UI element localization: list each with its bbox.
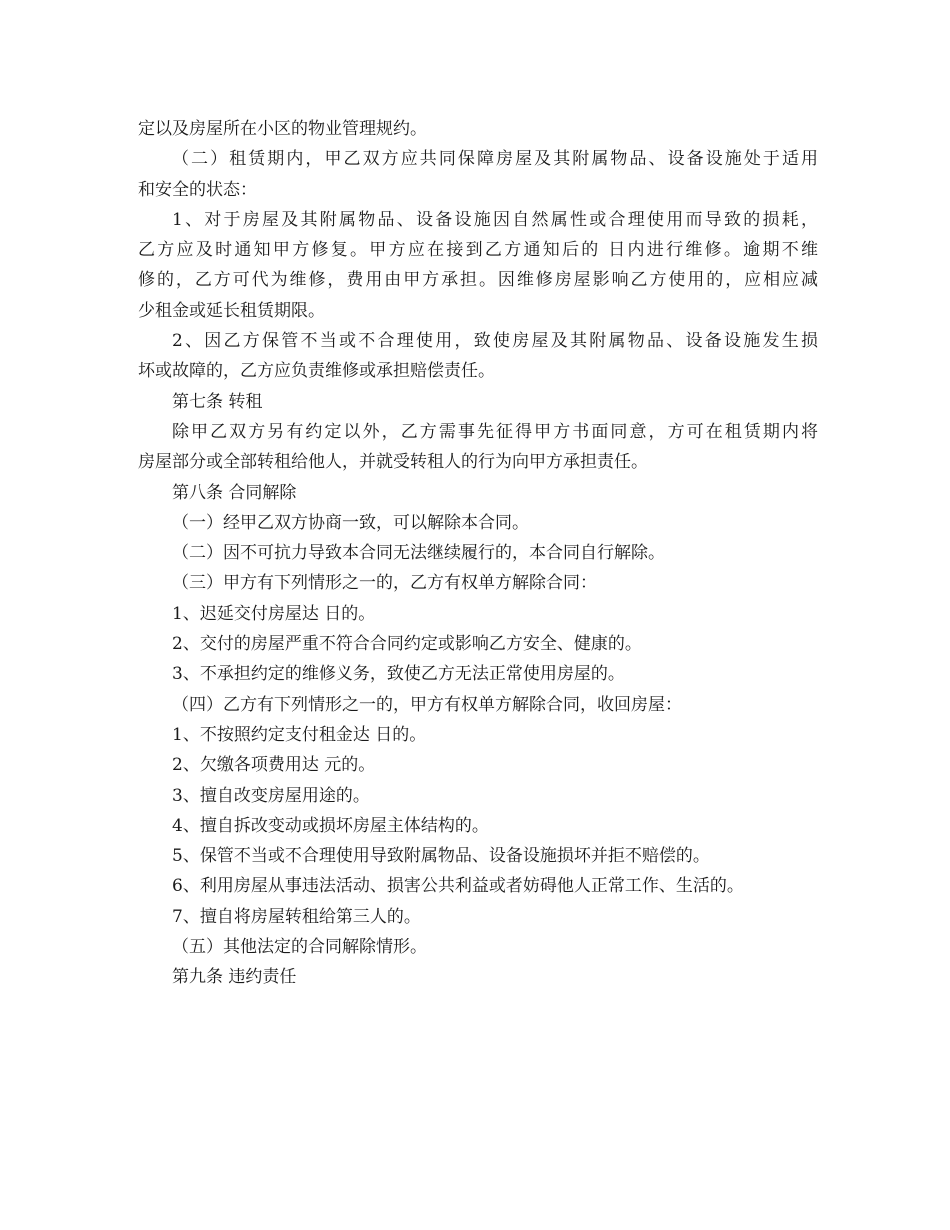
document-line: （五）其他法定的合同解除情形。 xyxy=(172,937,427,958)
document-line: 第七条 转租 xyxy=(172,391,263,412)
document-line: 2、欠缴各项费用达 元的。 xyxy=(172,755,376,776)
document-line: 7、擅自将房屋转租给第三人的。 xyxy=(172,906,421,927)
document-line: 第九条 违约责任 xyxy=(172,967,297,988)
document-line: （三）甲方有下列情形之一的，乙方有权单方解除合同： xyxy=(172,573,597,594)
document-line: 房屋部分或全部转租给他人，并就受转租人的行为向甲方承担责任。 xyxy=(138,452,648,473)
document-line: 和安全的状态： xyxy=(138,179,257,200)
document-line: 除甲乙双方另有约定以外，乙方需事先征得甲方书面同意，方可在租赁期内将 xyxy=(172,421,818,442)
document-line: 3、不承担约定的维修义务，致使乙方无法正常使用房屋的。 xyxy=(172,664,625,685)
document-line: 坏或故障的，乙方应负责维修或承担赔偿责任。 xyxy=(138,361,495,382)
document-line: 第八条 合同解除 xyxy=(172,482,297,503)
document-line: 2、因乙方保管不当或不合理使用，致使房屋及其附属物品、设备设施发生损 xyxy=(172,331,818,352)
document-line: （二）租赁期内，甲乙双方应共同保障房屋及其附属物品、设备设施处于适用 xyxy=(172,149,818,170)
document-line: 1、不按照约定支付租金达 日的。 xyxy=(172,724,427,745)
document-line: 1、对于房屋及其附属物品、设备设施因自然属性或合理使用而导致的损耗， xyxy=(172,209,818,230)
document-line: 2、交付的房屋严重不符合合同约定或影响乙方安全、健康的。 xyxy=(172,634,642,655)
document-line: 少租金或延长租赁期限。 xyxy=(138,300,325,321)
document-line: （二）因不可抗力导致本合同无法继续履行的，本合同自行解除。 xyxy=(172,543,665,564)
document-line: （四）乙方有下列情形之一的，甲方有权单方解除合同，收回房屋： xyxy=(172,694,682,715)
document-line: 5、保管不当或不合理使用导致附属物品、设备设施损坏并拒不赔偿的。 xyxy=(172,846,710,867)
document-line: 修的，乙方可代为维修，费用由甲方承担。因维修房屋影响乙方使用的，应相应减 xyxy=(138,270,818,291)
document-line: 1、迟延交付房屋达 日的。 xyxy=(172,603,376,624)
document-line: 4、擅自拆改变动或损坏房屋主体结构的。 xyxy=(172,815,489,836)
document-line: （一）经甲乙双方协商一致，可以解除本合同。 xyxy=(172,512,529,533)
document-line: 定以及房屋所在小区的物业管理规约。 xyxy=(138,119,427,139)
document-body xyxy=(138,114,818,993)
document-line: 6、利用房屋从事违法活动、损害公共利益或者妨碍他人正常工作、生活的。 xyxy=(172,876,744,897)
document-line: 乙方应及时通知甲方修复。甲方应在接到乙方通知后的 日内进行维修。逾期不维 xyxy=(138,240,818,261)
document-line: 3、擅自改变房屋用途的。 xyxy=(172,785,370,806)
